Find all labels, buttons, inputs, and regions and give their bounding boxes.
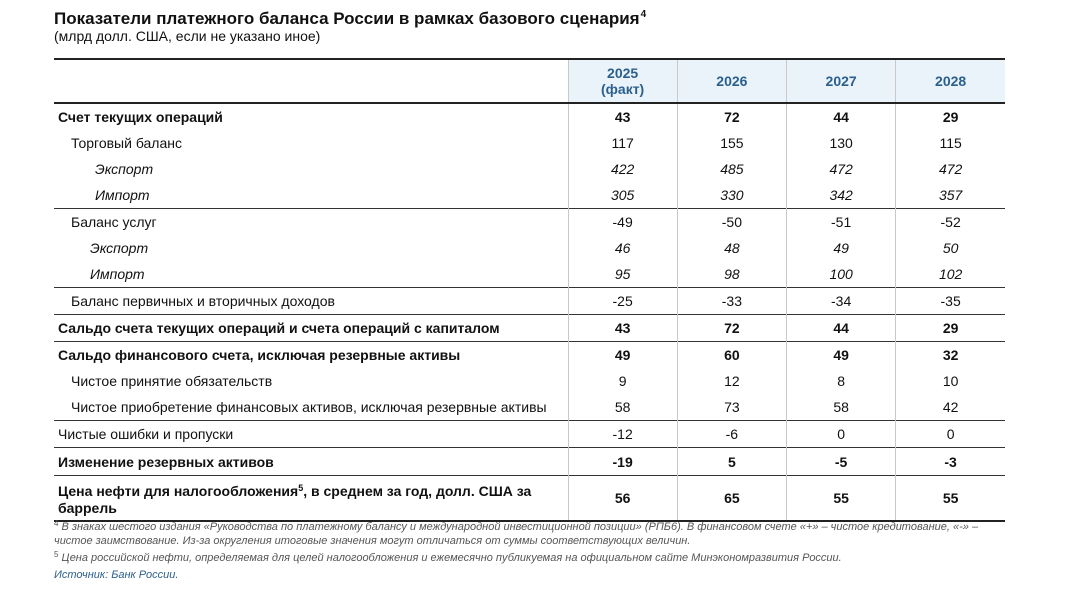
table-row [54, 315, 1005, 342]
cell-value: -34 [787, 288, 896, 315]
cell-value: -52 [896, 209, 1005, 236]
row-label: Чистое приобретение финансовых активов, исключая резервные активы [71, 399, 547, 415]
cell-value: 115 [896, 130, 1005, 156]
cell-value: 58 [787, 394, 896, 421]
header-year-2026: 2026 [677, 59, 786, 103]
cell-value: 422 [568, 156, 677, 182]
cell-value: 58 [568, 394, 677, 421]
cell-value: 5 [677, 448, 786, 476]
cell-value: -49 [568, 209, 677, 236]
cell-value: 472 [787, 156, 896, 182]
cell-value: 10 [896, 368, 1005, 394]
table-row [54, 156, 1005, 182]
cell-value: 98 [677, 261, 786, 288]
cell-value: 46 [568, 235, 677, 261]
cell-value: 50 [896, 235, 1005, 261]
cell-value: 44 [787, 103, 896, 130]
cell-value: 43 [568, 315, 677, 342]
cell-value: 65 [677, 476, 786, 522]
table-row [54, 476, 1005, 522]
table-row [54, 130, 1005, 156]
cell-value: 55 [787, 476, 896, 522]
cell-value: 72 [677, 103, 786, 130]
source-note: Источник: Банк России. [54, 569, 179, 581]
table-row [54, 394, 1005, 421]
row-label: Сальдо счета текущих операций и счета операций с капиталом [54, 315, 568, 342]
row-label-oil-price: Цена нефти для налогообложения$^5$, в среднем за год, долл. США за баррель [54, 476, 568, 522]
cell-value: -6 [677, 421, 786, 448]
cell-value: -5 [787, 448, 896, 476]
row-label: Импорт [95, 187, 150, 203]
cell-value: 49 [568, 342, 677, 369]
cell-value: 48 [677, 235, 786, 261]
cell-value: 102 [896, 261, 1005, 288]
row-label: Экспорт [95, 161, 154, 177]
cell-value: 56 [568, 476, 677, 522]
cell-value: 0 [787, 421, 896, 448]
table-row [54, 182, 1005, 209]
cell-value: 155 [677, 130, 786, 156]
cell-value: 55 [896, 476, 1005, 522]
cell-value: 485 [677, 156, 786, 182]
balance-of-payments-table-container [54, 58, 1005, 522]
header-year-2027: 2027 [787, 59, 896, 103]
title-footnote-ref: 4 [640, 9, 647, 20]
cell-value: 49 [787, 342, 896, 369]
cell-value: -3 [896, 448, 1005, 476]
row-label: Сальдо финансового счета, исключая резервные активы [54, 342, 568, 369]
cell-value: 100 [787, 261, 896, 288]
cell-value: 117 [568, 130, 677, 156]
table-row [54, 209, 1005, 236]
cell-value: -50 [677, 209, 786, 236]
cell-value: 357 [896, 182, 1005, 209]
table-subtitle: (млрд долл. США, если не указано иное) [54, 28, 321, 44]
cell-value: 330 [677, 182, 786, 209]
cell-value: 72 [677, 315, 786, 342]
table-row [54, 421, 1005, 448]
cell-value: 32 [896, 342, 1005, 369]
header-row [54, 59, 1005, 103]
cell-value: 29 [896, 103, 1005, 130]
balance-of-payments-table [54, 58, 1005, 522]
cell-value: 9 [568, 368, 677, 394]
row-label: Торговый баланс [71, 135, 182, 151]
cell-value: 42 [896, 394, 1005, 421]
table-row [54, 103, 1005, 130]
row-label: Баланс первичных и вторичных доходов [54, 288, 568, 315]
header-label-cell [54, 59, 568, 103]
cell-value: -12 [568, 421, 677, 448]
footnote-4: $^4$ В знаках шестого издания «Руководства по платежному балансу и международной инвестиционной позиции» (РПБ6). В финансовом счете «+» – чистое кредитование, «-» – чистое заимствование. Из-за округления итоговые значения могут отличаться от суммы соответствующих величин. [54, 519, 979, 547]
title-text: Показатели платежного баланса России в рамках базового сценария [54, 9, 640, 28]
cell-value: 95 [568, 261, 677, 288]
row-label: Импорт [90, 266, 145, 282]
cell-value: -33 [677, 288, 786, 315]
row-label: Чистые ошибки и пропуски [54, 421, 568, 448]
table-row [54, 288, 1005, 315]
footnote-ref: 5 [298, 482, 304, 493]
header-year-2025: 2025 (факт) [568, 59, 677, 103]
cell-value: 29 [896, 315, 1005, 342]
cell-value: 60 [677, 342, 786, 369]
table-row [54, 342, 1005, 369]
cell-value: -19 [568, 448, 677, 476]
cell-value: 12 [677, 368, 786, 394]
row-label: Чистое принятие обязательств [71, 373, 273, 389]
row-label: Баланс услуг [54, 209, 568, 236]
table-row [54, 448, 1005, 476]
table-row [54, 235, 1005, 261]
cell-value: 73 [677, 394, 786, 421]
row-label: Изменение резервных активов [54, 448, 568, 476]
cell-value: -35 [896, 288, 1005, 315]
table-row [54, 261, 1005, 288]
cell-value: -51 [787, 209, 896, 236]
footnote-5: $^5$ Цена российской нефти, определяемая для целей налогообложения и ежемесячно публикуемая на официальном сайте Минэкономразвития России. [54, 550, 842, 564]
footnotes [54, 517, 1014, 582]
table-row [54, 368, 1005, 394]
cell-value: -25 [568, 288, 677, 315]
cell-value: 44 [787, 315, 896, 342]
cell-value: 472 [896, 156, 1005, 182]
cell-value: 43 [568, 103, 677, 130]
cell-value: 8 [787, 368, 896, 394]
header-year-2028: 2028 [896, 59, 1005, 103]
row-label: Экспорт [90, 240, 149, 256]
row-label: Счет текущих операций [58, 109, 223, 125]
cell-value: 342 [787, 182, 896, 209]
cell-value: 0 [896, 421, 1005, 448]
cell-value: 305 [568, 182, 677, 209]
cell-value: 49 [787, 235, 896, 261]
cell-value: 130 [787, 130, 896, 156]
